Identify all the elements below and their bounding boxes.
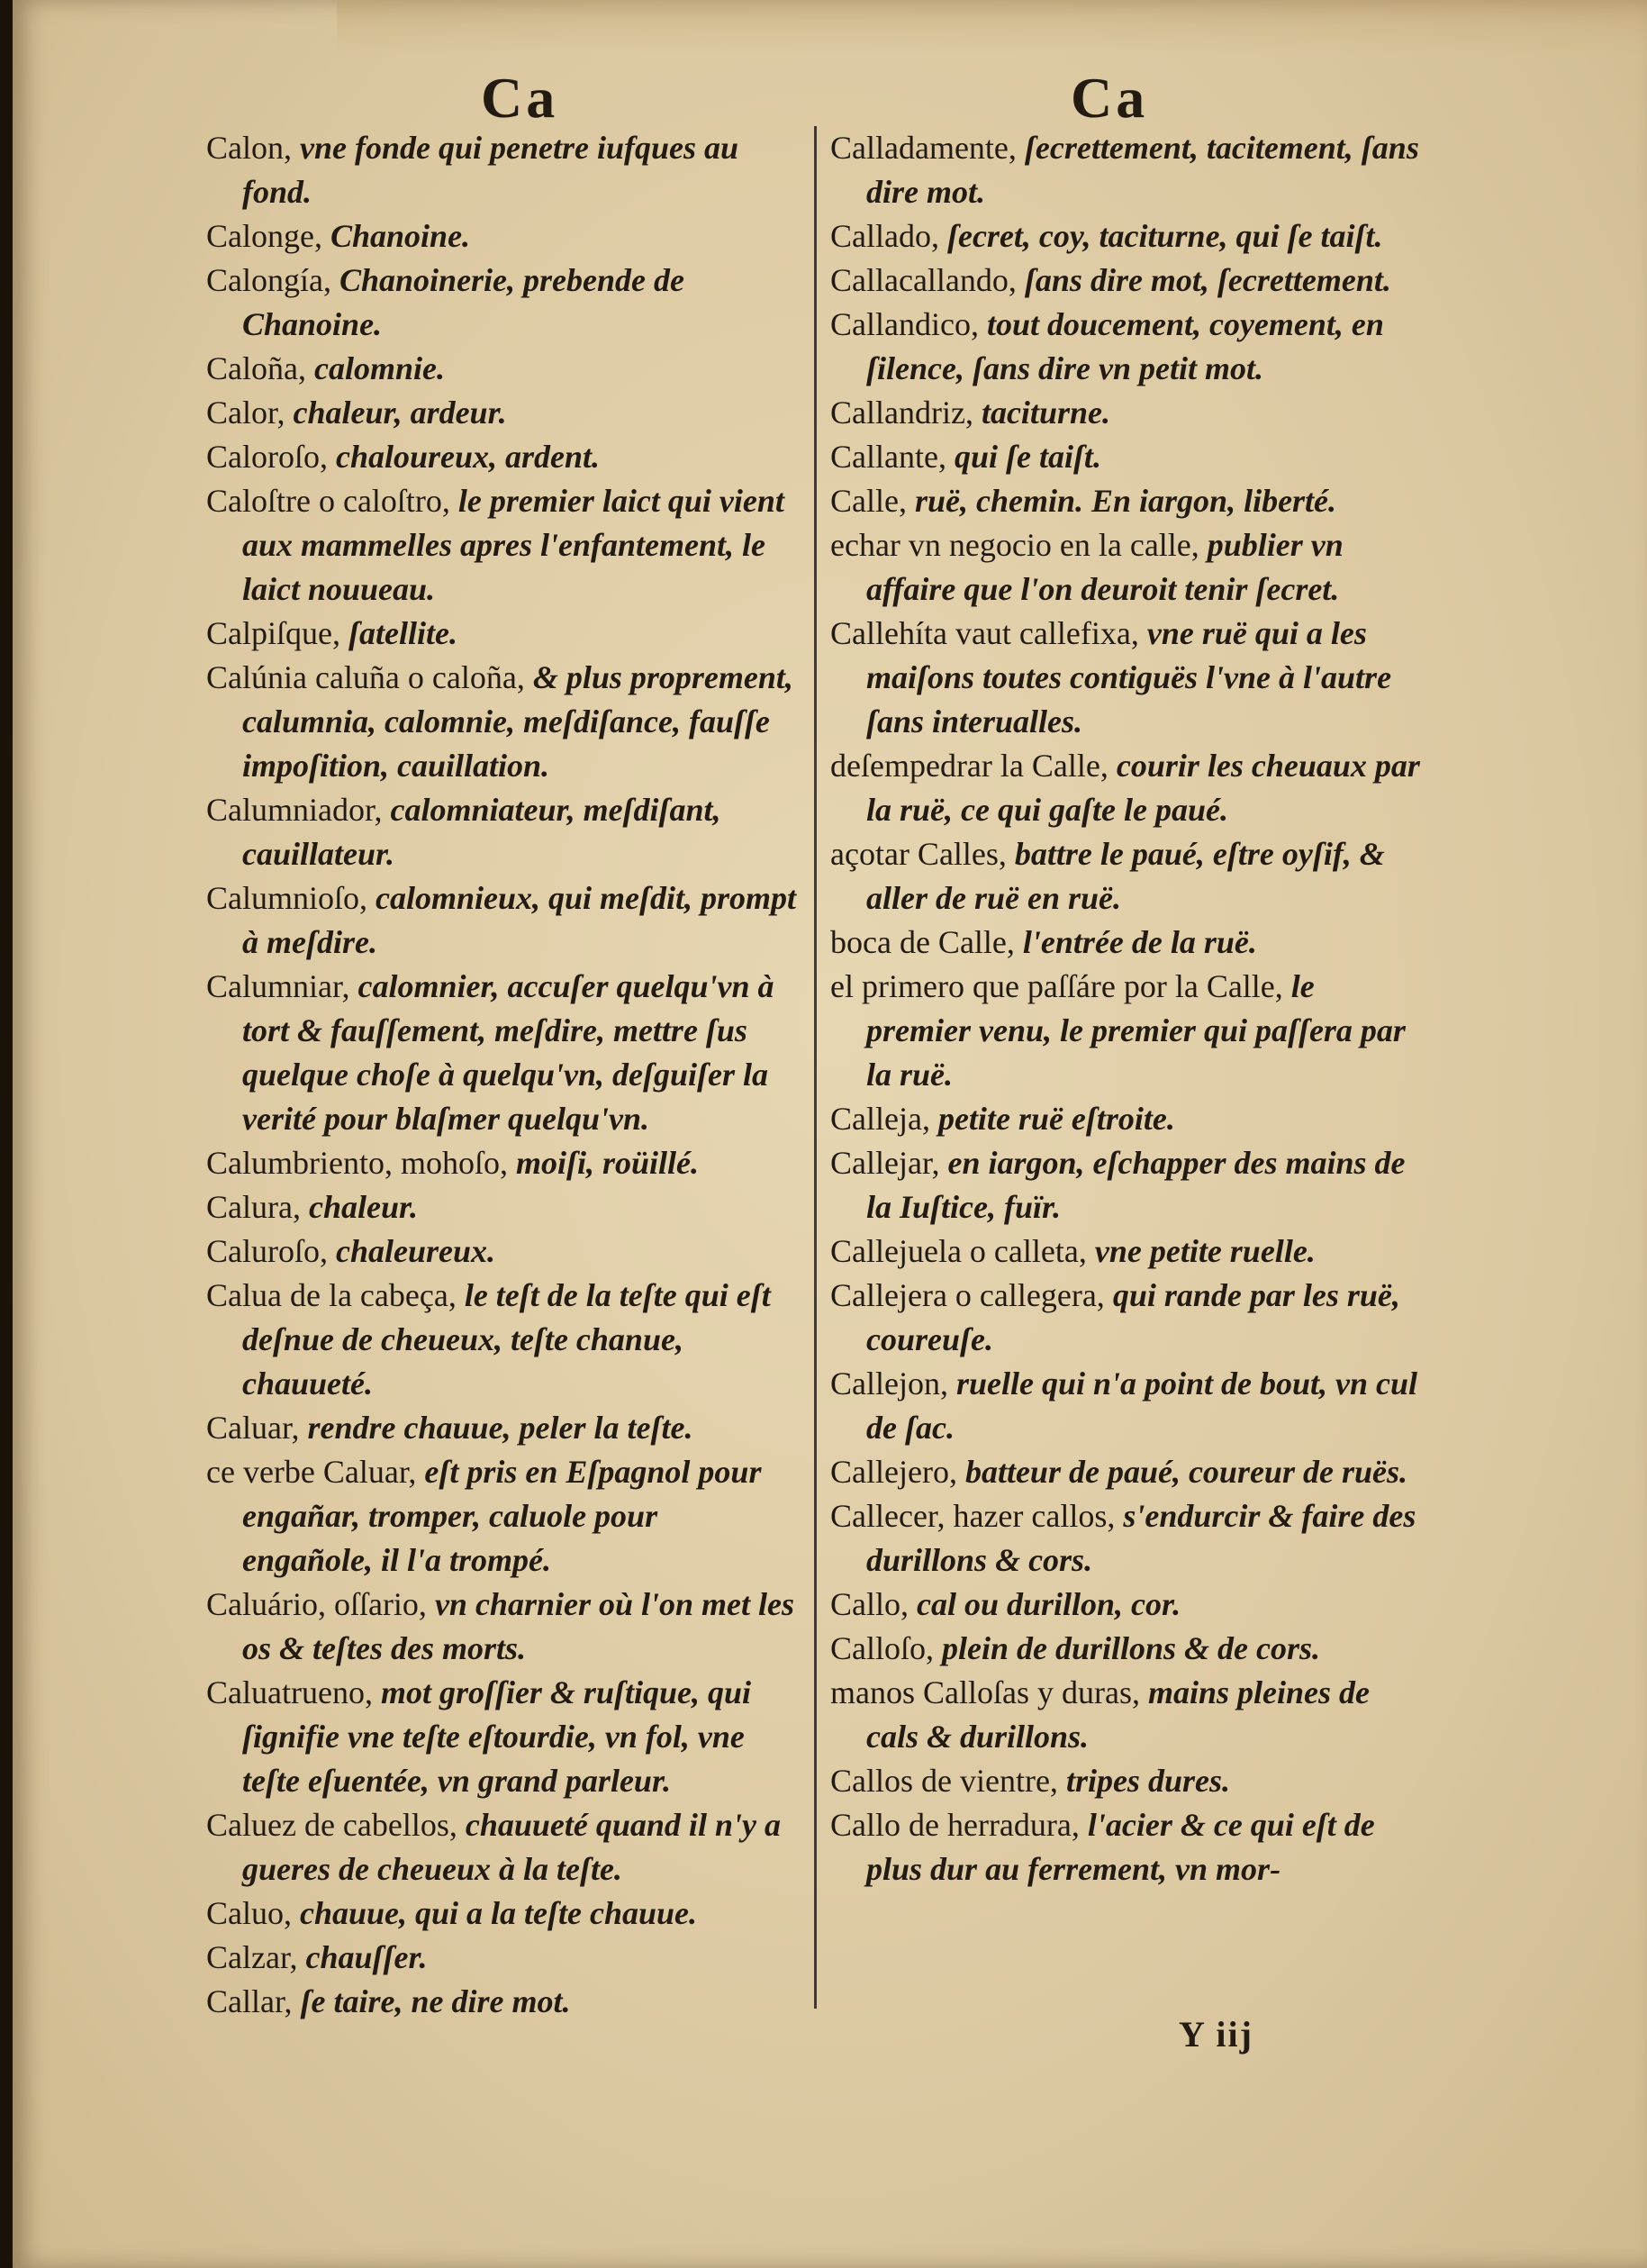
entry-definition: chaloureux, ardent. — [327, 439, 601, 475]
entry-headword: Calloſo, — [830, 1630, 934, 1666]
entry-definition: publier vn affaire que l'on deuroit tenir ſecret. — [866, 527, 1344, 607]
dictionary-entry — [206, 479, 796, 612]
entry-definition: cal ou durillon, cor. — [909, 1586, 1181, 1622]
signature-mark: Y iij — [1179, 2014, 1253, 2055]
dictionary-entry — [206, 612, 796, 656]
entry-headword: Callado, — [830, 218, 939, 254]
dictionary-entry — [206, 876, 796, 965]
entry-definition: ruë, chemin. En iargon, liberté. — [906, 483, 1337, 519]
dictionary-entry — [206, 435, 796, 479]
entry-headword: Callacallando, — [830, 262, 1017, 298]
entry-headword: boca de Calle, — [830, 924, 1015, 960]
entry-headword: Caluez de cabellos, — [206, 1807, 457, 1843]
entry-definition: chauue, qui a la teſte chauue. — [292, 1895, 698, 1931]
dictionary-entry — [830, 214, 1420, 259]
entry-definition: qui rande par les ruë, coureuſe. — [866, 1277, 1400, 1357]
dictionary-entry — [830, 965, 1420, 1097]
entry-definition: mot groſſier & ruſtique, qui ſignifie vne teſte eſtourdie, vn fol, vne teſte eſuentée, vn grand parleur. — [242, 1674, 751, 1799]
left-running-head: Ca — [481, 66, 559, 130]
entry-definition: vne petite ruelle. — [1086, 1233, 1316, 1269]
dictionary-entry — [830, 1229, 1420, 1274]
entry-definition: calomnier, accuſer quelqu'vn à tort & fauſſement, meſdire, mettre ſus quelque choſe à quelqu'vn, deſguiſer la verité pour blaſmer quelqu'vn. — [242, 968, 774, 1137]
dictionary-entry — [830, 1759, 1420, 1803]
entry-headword: açotar Calles, — [830, 836, 1007, 872]
entry-definition: ſans dire mot, ſecrettement. — [1016, 262, 1391, 298]
dictionary-entry — [206, 1185, 796, 1229]
entry-definition: le premier laict qui vient aux mammelles apres l'enfantement, le laict nouueau. — [242, 483, 784, 607]
entry-definition: courir les cheuaux par la ruë, ce qui gaſte le paué. — [866, 748, 1420, 828]
entry-headword: Callejon, — [830, 1365, 948, 1402]
dictionary-entry — [206, 126, 796, 214]
dictionary-entry — [830, 523, 1420, 612]
dictionary-entry — [830, 126, 1420, 214]
entry-definition: vne ruë qui a les maiſons toutes contiguës l'vne à l'autre ſans interualles. — [866, 615, 1392, 739]
entry-definition: & plus proprement, calumnia, calomnie, meſdiſance, fauſſe impoſition, cauillation. — [242, 659, 793, 784]
dictionary-entry — [830, 435, 1420, 479]
entry-headword: Calladamente, — [830, 130, 1017, 166]
dictionary-entry — [830, 1494, 1420, 1583]
dictionary-entry — [830, 1097, 1420, 1141]
entry-definition: rendre chauue, peler la teſte. — [299, 1410, 693, 1446]
dictionary-entry — [830, 1362, 1420, 1450]
entry-headword: Caluo, — [206, 1895, 292, 1931]
dictionary-entry — [830, 1141, 1420, 1229]
dictionary-entry — [206, 1671, 796, 1803]
dictionary-entry — [206, 1892, 796, 1936]
entry-headword: Callehíta vaut callefixa, — [830, 615, 1139, 651]
entry-definition: chaleur. — [300, 1189, 418, 1225]
entry-definition: battre le paué, eſtre oyſif, & aller de ruë en ruë. — [866, 836, 1385, 916]
entry-definition: ſecrettement, tacitement, ſans dire mot. — [866, 130, 1419, 210]
dictionary-entry — [830, 1671, 1420, 1759]
entry-definition: ſe taire, ne dire mot. — [292, 1983, 571, 2019]
entry-definition: chauueté quand il n'y a gueres de cheueux à la teſte. — [242, 1807, 781, 1887]
entry-headword: echar vn negocio en la calle, — [830, 527, 1199, 563]
entry-headword: Calzar, — [206, 1939, 298, 1975]
entry-headword: Caloroſo, — [206, 439, 328, 475]
entry-definition: le premier venu, le premier qui paſſera par la ruë. — [866, 968, 1406, 1093]
entry-headword: Caluroſo, — [206, 1233, 328, 1269]
dictionary-entry — [206, 1274, 796, 1406]
dictionary-entry — [830, 391, 1420, 435]
entry-headword: Calleja, — [830, 1101, 930, 1137]
entry-definition: l'entrée de la ruë. — [1014, 924, 1257, 960]
dictionary-entry — [206, 1583, 796, 1671]
entry-definition: vn charnier où l'on met les os & teſtes des morts. — [242, 1586, 794, 1666]
entry-headword: Calumniar, — [206, 968, 350, 1004]
entry-definition: qui ſe taiſt. — [946, 439, 1101, 475]
right-running-head: Ca — [1071, 66, 1149, 130]
entry-definition: le teſt de la teſte qui eſt deſnue de cheueux, teſte chanue, chauueté. — [242, 1277, 771, 1402]
entry-headword: Callandriz, — [830, 395, 973, 431]
dictionary-entry — [830, 303, 1420, 391]
entry-definition: calomnie. — [305, 350, 445, 386]
entry-definition: s'endurcir & faire des durillons & cors. — [866, 1498, 1416, 1578]
entry-definition: ſatellite. — [339, 615, 457, 651]
entry-definition: eſt pris en Eſpagnol pour engañar, tromper, caluole pour engañole, il l'a trompé. — [242, 1454, 762, 1578]
entry-headword: Caloſtre o caloſtro, — [206, 483, 450, 519]
dictionary-entry — [830, 1627, 1420, 1671]
entry-headword: Calúnia caluña o caloña, — [206, 659, 525, 695]
dictionary-entry — [830, 1450, 1420, 1494]
dictionary-entry — [206, 259, 796, 347]
entry-definition: en iargon, eſchapper des mains de la Iuſtice, fuïr. — [866, 1145, 1406, 1225]
dictionary-entry — [206, 214, 796, 259]
entry-headword: Caluar, — [206, 1410, 300, 1446]
entry-definition: ſecret, coy, taciturne, qui ſe taiſt. — [938, 218, 1383, 254]
entry-headword: Callandico, — [830, 306, 979, 342]
right-column — [830, 126, 1420, 1892]
entry-headword: Calonge, — [206, 218, 322, 254]
entry-definition: moiſi, roüillé. — [507, 1145, 699, 1181]
entry-headword: Callar, — [206, 1983, 293, 2019]
entry-headword: Calongía, — [206, 262, 331, 298]
dictionary-entry — [830, 479, 1420, 523]
entry-headword: Caloña, — [206, 350, 306, 386]
entry-definition: Chanoinerie, prebende de Chanoine. — [242, 262, 684, 342]
entry-definition: Chanoine. — [321, 218, 471, 254]
dictionary-entry — [206, 391, 796, 435]
entry-headword: deſempedrar la Calle, — [830, 748, 1109, 784]
water-stain — [337, 0, 1647, 54]
entry-headword: Caluatrueno, — [206, 1674, 373, 1710]
dictionary-entry — [830, 612, 1420, 744]
entry-headword: ce verbe Caluar, — [206, 1454, 417, 1490]
entry-headword: Callo de herradura, — [830, 1807, 1080, 1843]
entry-headword: Calle, — [830, 483, 907, 519]
entry-definition: tout doucement, coyement, en ſilence, ſans dire vn petit mot. — [866, 306, 1384, 386]
dictionary-entry — [206, 1406, 796, 1450]
dictionary-entry — [206, 1980, 796, 2024]
entry-headword: Callante, — [830, 439, 946, 475]
entry-definition: vne fonde qui penetre iufques au fond. — [242, 130, 739, 210]
entry-headword: Caluário, oſſario, — [206, 1586, 427, 1622]
dictionary-entry — [830, 259, 1420, 303]
dictionary-entry — [830, 744, 1420, 832]
entry-headword: Callecer, hazer callos, — [830, 1498, 1116, 1534]
entry-definition: chaleureux. — [327, 1233, 495, 1269]
entry-headword: Calon, — [206, 130, 292, 166]
entry-headword: Calumnioſo, — [206, 880, 367, 916]
entry-headword: Callejero, — [830, 1454, 957, 1490]
dictionary-entry — [206, 1450, 796, 1583]
entry-definition: l'acier & ce qui eſt de plus dur au ferrement, vn mor- — [866, 1807, 1375, 1887]
entry-definition: chaleur, ardeur. — [285, 395, 507, 431]
entry-headword: Calua de la cabeça, — [206, 1277, 457, 1313]
entry-headword: Callejuela o calleta, — [830, 1233, 1087, 1269]
entry-definition: chauſſer. — [297, 1939, 428, 1975]
dictionary-entry — [206, 1803, 796, 1892]
entry-headword: Calumniador, — [206, 792, 383, 828]
entry-definition: taciturne. — [973, 395, 1110, 431]
dictionary-entry — [206, 1229, 796, 1274]
entry-headword: Callejera o callegera, — [830, 1277, 1105, 1313]
dictionary-entry — [830, 832, 1420, 921]
entry-definition: calomniateur, meſdiſant, cauillateur. — [242, 792, 721, 872]
entry-definition: ruelle qui n'a point de bout, vn cul de ſac. — [866, 1365, 1418, 1446]
dictionary-entry — [206, 1936, 796, 1980]
dictionary-entry — [206, 347, 796, 391]
entry-headword: Callos de vientre, — [830, 1763, 1058, 1799]
entry-headword: el primero que paſſáre por la Calle, — [830, 968, 1283, 1004]
entry-definition: tripes dures. — [1057, 1763, 1230, 1799]
dictionary-entry — [830, 1274, 1420, 1362]
dictionary-entry — [206, 965, 796, 1141]
entry-headword: Calura, — [206, 1189, 301, 1225]
left-column — [206, 126, 796, 2024]
entry-definition: batteur de paué, coureur de ruës. — [956, 1454, 1407, 1490]
book-page — [13, 0, 1647, 2268]
entry-definition: calomnieux, qui meſdit, prompt à meſdire. — [242, 880, 797, 960]
dictionary-entry — [206, 1141, 796, 1185]
entry-headword: Callo, — [830, 1586, 909, 1622]
entry-headword: Calor, — [206, 395, 285, 431]
dictionary-entry — [830, 1583, 1420, 1627]
entry-headword: Calumbriento, mohoſo, — [206, 1145, 508, 1181]
entry-definition: plein de durillons & de cors. — [934, 1630, 1321, 1666]
entry-definition: petite ruë eſtroite. — [929, 1101, 1175, 1137]
dictionary-entry — [206, 656, 796, 788]
entry-headword: Calpiſque, — [206, 615, 340, 651]
entry-headword: Callejar, — [830, 1145, 940, 1181]
dictionary-entry — [830, 1803, 1420, 1892]
entry-headword: manos Calloſas y duras, — [830, 1674, 1140, 1710]
entry-definition: mains pleines de cals & durillons. — [866, 1674, 1370, 1755]
column-divider — [814, 126, 817, 2009]
dictionary-entry — [830, 921, 1420, 965]
dictionary-entry — [206, 788, 796, 876]
